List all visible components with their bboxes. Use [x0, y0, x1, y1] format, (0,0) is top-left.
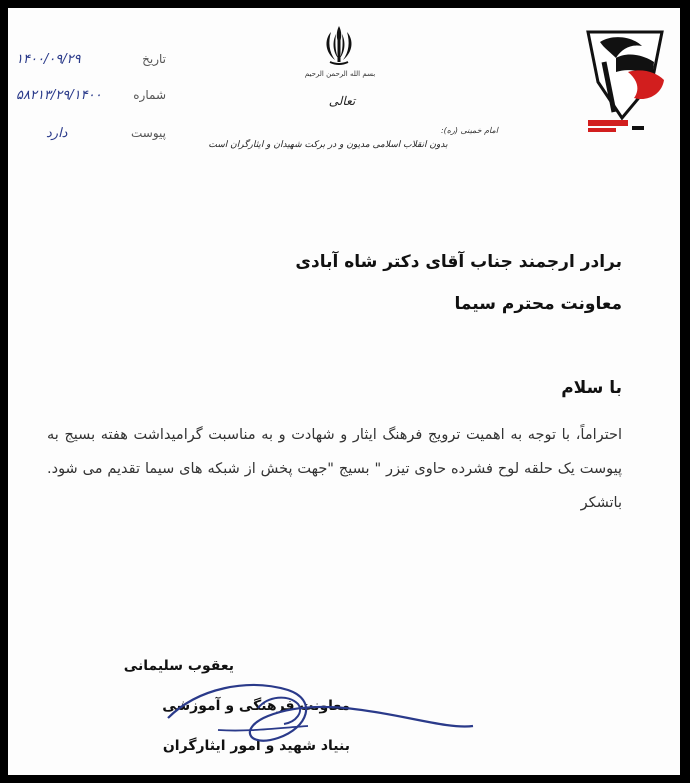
number-label: شماره	[133, 88, 166, 102]
signer-organization: بنیاد شهید و امور ایثارگران	[162, 738, 350, 754]
letter-body: احتراماً، با توجه به اهمیت ترویج فرهنگ ایثار و شهادت و به مناسبت گرامیداشت هفته بسیج به پیوست یک حلقه لوح فشرده حاوی تیزر " بسیج "جهت پخش از شبکه های سیما تقدیم می شود. باتشکر	[47, 427, 622, 511]
addressee-position: معاونت محترم سیما	[454, 294, 622, 314]
saying-text: بدون انقلاب اسلامی مدیون و در برکت شهیدان و ایثارگران است	[208, 140, 448, 150]
date-label: تاریخ	[142, 52, 166, 66]
taala-text: تعالی	[328, 94, 356, 108]
attachment-field	[16, 126, 166, 144]
date-field	[16, 52, 166, 70]
addressee-name: برادر ارجمند جناب آقای دکتر شاه آبادی	[295, 252, 622, 272]
signer-name: یعقوب سلیمانی	[123, 658, 234, 674]
greeting: با سلام	[561, 378, 622, 398]
signer-title: معاونت فرهنگی و آموزشی	[162, 698, 350, 714]
date-value: ۱۴۰۰/۰۹/۲۹	[16, 52, 81, 67]
letter-page	[8, 8, 680, 775]
number-value: ۵۸۲۱۳/۲۹/۱۴۰۰	[16, 88, 102, 103]
besmellah-caption: بسم الله الرحمن الرحیم	[304, 70, 376, 78]
number-field	[16, 88, 166, 106]
saying-title: امام خمینی (ره):	[440, 126, 498, 135]
foundation-logo-icon	[582, 22, 668, 142]
attachment-value: دارد	[46, 126, 68, 141]
iran-emblem-icon	[316, 22, 362, 68]
attachment-label: پیوست	[131, 126, 166, 140]
